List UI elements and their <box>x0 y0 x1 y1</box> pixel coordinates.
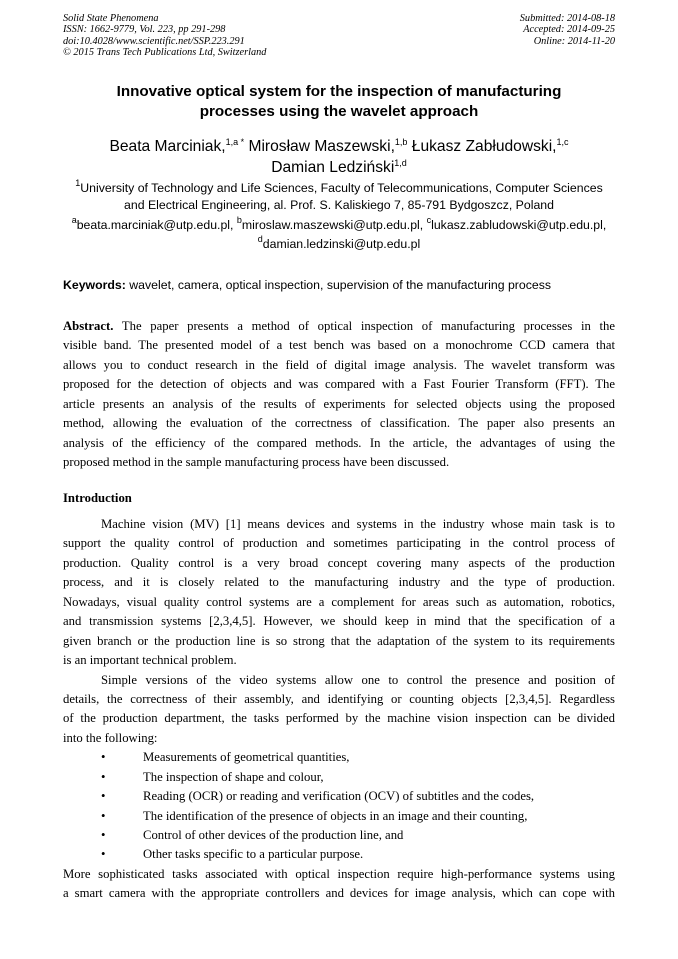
paragraph-line: a smart camera with the appropriate controllers and devices for image analysis, which can cope with <box>63 886 615 901</box>
author-name: Łukasz Zabłudowski, <box>411 138 557 155</box>
list-item <box>63 787 615 806</box>
affiliation-mark: 1 <box>75 178 81 188</box>
paragraph-line: More sophisticated tasks associated with optical inspection require high-performance systems using <box>63 866 615 881</box>
bullet-icon: • <box>101 789 106 804</box>
list-item-text: Reading (OCR) or reading and verification (OCV) of subtitles and the codes, <box>143 789 535 804</box>
keywords-text: wavelet, camera, optical inspection, supervision of the manufacturing process <box>125 278 552 292</box>
email-mark: a <box>71 215 77 225</box>
author-name: Mirosław Maszewski, <box>248 138 395 155</box>
list-item-text: Control of other devices of the production line, and <box>143 828 404 842</box>
title-line: processes using the wavelet approach <box>199 102 479 120</box>
list-item-text: The inspection of shape and colour, <box>143 769 324 784</box>
email-mark: d <box>257 234 263 244</box>
submitted-date: Submitted: 2014-08-18 <box>519 13 615 24</box>
list-item <box>63 845 615 864</box>
paragraph-line: process, and it is closely related to the manufacturing industry and the type of production. <box>63 575 615 590</box>
bullet-icon: • <box>101 828 106 842</box>
list-item <box>63 826 615 845</box>
author-email[interactable]: lukasz.zabludowski@utp.edu.pl, <box>431 218 607 232</box>
abstract-line: visible band. The presented model of a test bench was based on a monochrome CCD camera that <box>63 338 615 353</box>
list-item <box>63 807 615 826</box>
paragraph-line: given branch or the production line is so strong that the adaptation of the system to its requirements <box>63 633 615 648</box>
paragraph-line: production. Quality control is a very broad concept covering many aspects of the production <box>63 555 615 570</box>
online-date: Online: 2014-11-20 <box>533 35 615 47</box>
journal-header-left <box>63 13 266 58</box>
doi-line: doi:10.4028/www.scientific.net/SSP.223.291 <box>63 35 245 47</box>
paragraph-line: support the quality control of production and sometimes participating in the control process of <box>63 536 615 551</box>
abstract-label: Abstract. <box>63 319 114 333</box>
list-item-text: Other tasks specific to a particular purpose. <box>143 847 364 862</box>
abstract-line: analysis of the efficiency of the compared methods. In the article, the advantages of using the <box>63 435 615 450</box>
paper-title <box>63 82 615 121</box>
author-name: Damian Ledziński <box>271 158 395 176</box>
abstract-line: proposed method in the sample manufacturing process have been discussed. <box>63 455 450 470</box>
author-name: Beata Marciniak, <box>109 138 226 155</box>
author-affiliation-mark: 1,b <box>394 137 408 147</box>
list-item-text: Measurements of geometrical quantities, <box>143 750 350 765</box>
paragraph-line: into the following: <box>63 730 158 745</box>
copyright-line: © 2015 Trans Tech Publications Ltd, Switzerland <box>63 46 267 58</box>
keywords-line <box>63 278 615 293</box>
author-list <box>63 137 615 178</box>
abstract-paragraph <box>63 317 615 473</box>
author-email[interactable]: damian.ledzinski@utp.edu.pl <box>262 237 421 251</box>
paragraph-line: Simple versions of the video systems allow one to control the presence and position of <box>101 672 615 687</box>
journal-name: Solid State Phenomena <box>63 13 159 24</box>
author-affiliation-mark: 1,a * <box>225 137 245 147</box>
author-affiliation-mark: 1,c <box>556 137 569 147</box>
email-mark: c <box>426 215 432 225</box>
author-affiliation-mark: 1,d <box>394 157 407 168</box>
section-heading: Introduction <box>63 491 132 505</box>
author-email[interactable]: miroslaw.maszewski@utp.edu.pl, <box>241 218 424 232</box>
abstract-line: method, allowing the evaluation of the correctness of classification. The paper also presents an <box>63 416 615 431</box>
paragraph-line: of the production department, the tasks performed by the machine vision inspection can be divided <box>63 711 615 726</box>
paragraph-line: Nowadays, visual quality control systems are a complement for areas such as automation, robotics, <box>63 594 615 609</box>
list-item <box>63 748 615 767</box>
paragraph-line: and transmission systems [2,3,4,5]. However, we should keep in mind that the specification of a <box>63 614 615 629</box>
affiliation-text: University of Technology and Life Sciences, Faculty of Telecommunications, Computer Sciences <box>80 181 603 195</box>
paragraph-line: Machine vision (MV) [1] means devices and systems in the industry whose main task is to <box>101 517 615 531</box>
abstract-text: The paper presents a method of optical inspection of manufacturing processes in the <box>113 319 615 333</box>
bullet-icon: • <box>101 847 106 862</box>
introduction-body <box>63 515 615 904</box>
title-line: Innovative optical system for the inspection of manufacturing <box>116 83 562 100</box>
list-item-text: The identification of the presence of objects in an image and their counting, <box>143 808 528 823</box>
bullet-icon: • <box>101 769 106 784</box>
affiliation-block <box>63 180 615 253</box>
bullet-icon: • <box>101 808 106 823</box>
abstract-line: article presents an analysis of the results of experiments for selected objects using the proposed <box>63 396 615 411</box>
paragraph-line: details, the correctness of their assembly, and identifying or counting objects [2,3,4,5]. Regardless <box>63 691 615 706</box>
keywords-label: Keywords: <box>63 278 126 292</box>
issn-line: ISSN: 1662-9779, Vol. 223, pp 291-298 <box>63 24 226 36</box>
list-item <box>63 768 615 787</box>
affiliation-text: and Electrical Engineering, al. Prof. S. Kaliskiego 7, 85-791 Bydgoszcz, Poland <box>124 198 554 212</box>
abstract-line: proposed for the detection of objects and was compared with a Fast Fourier Transform (FFT). The <box>63 377 615 392</box>
paragraph-line: is an important technical problem. <box>63 653 237 668</box>
bullet-icon: • <box>101 750 106 765</box>
email-mark: b <box>236 215 242 225</box>
abstract-line: allows you to conduct research in the field of digital image analysis. The wavelet transform was <box>63 357 615 372</box>
accepted-date: Accepted: 2014-09-25 <box>523 24 615 36</box>
journal-header-right <box>520 13 615 47</box>
author-email[interactable]: beata.marciniak@utp.edu.pl, <box>76 218 234 232</box>
